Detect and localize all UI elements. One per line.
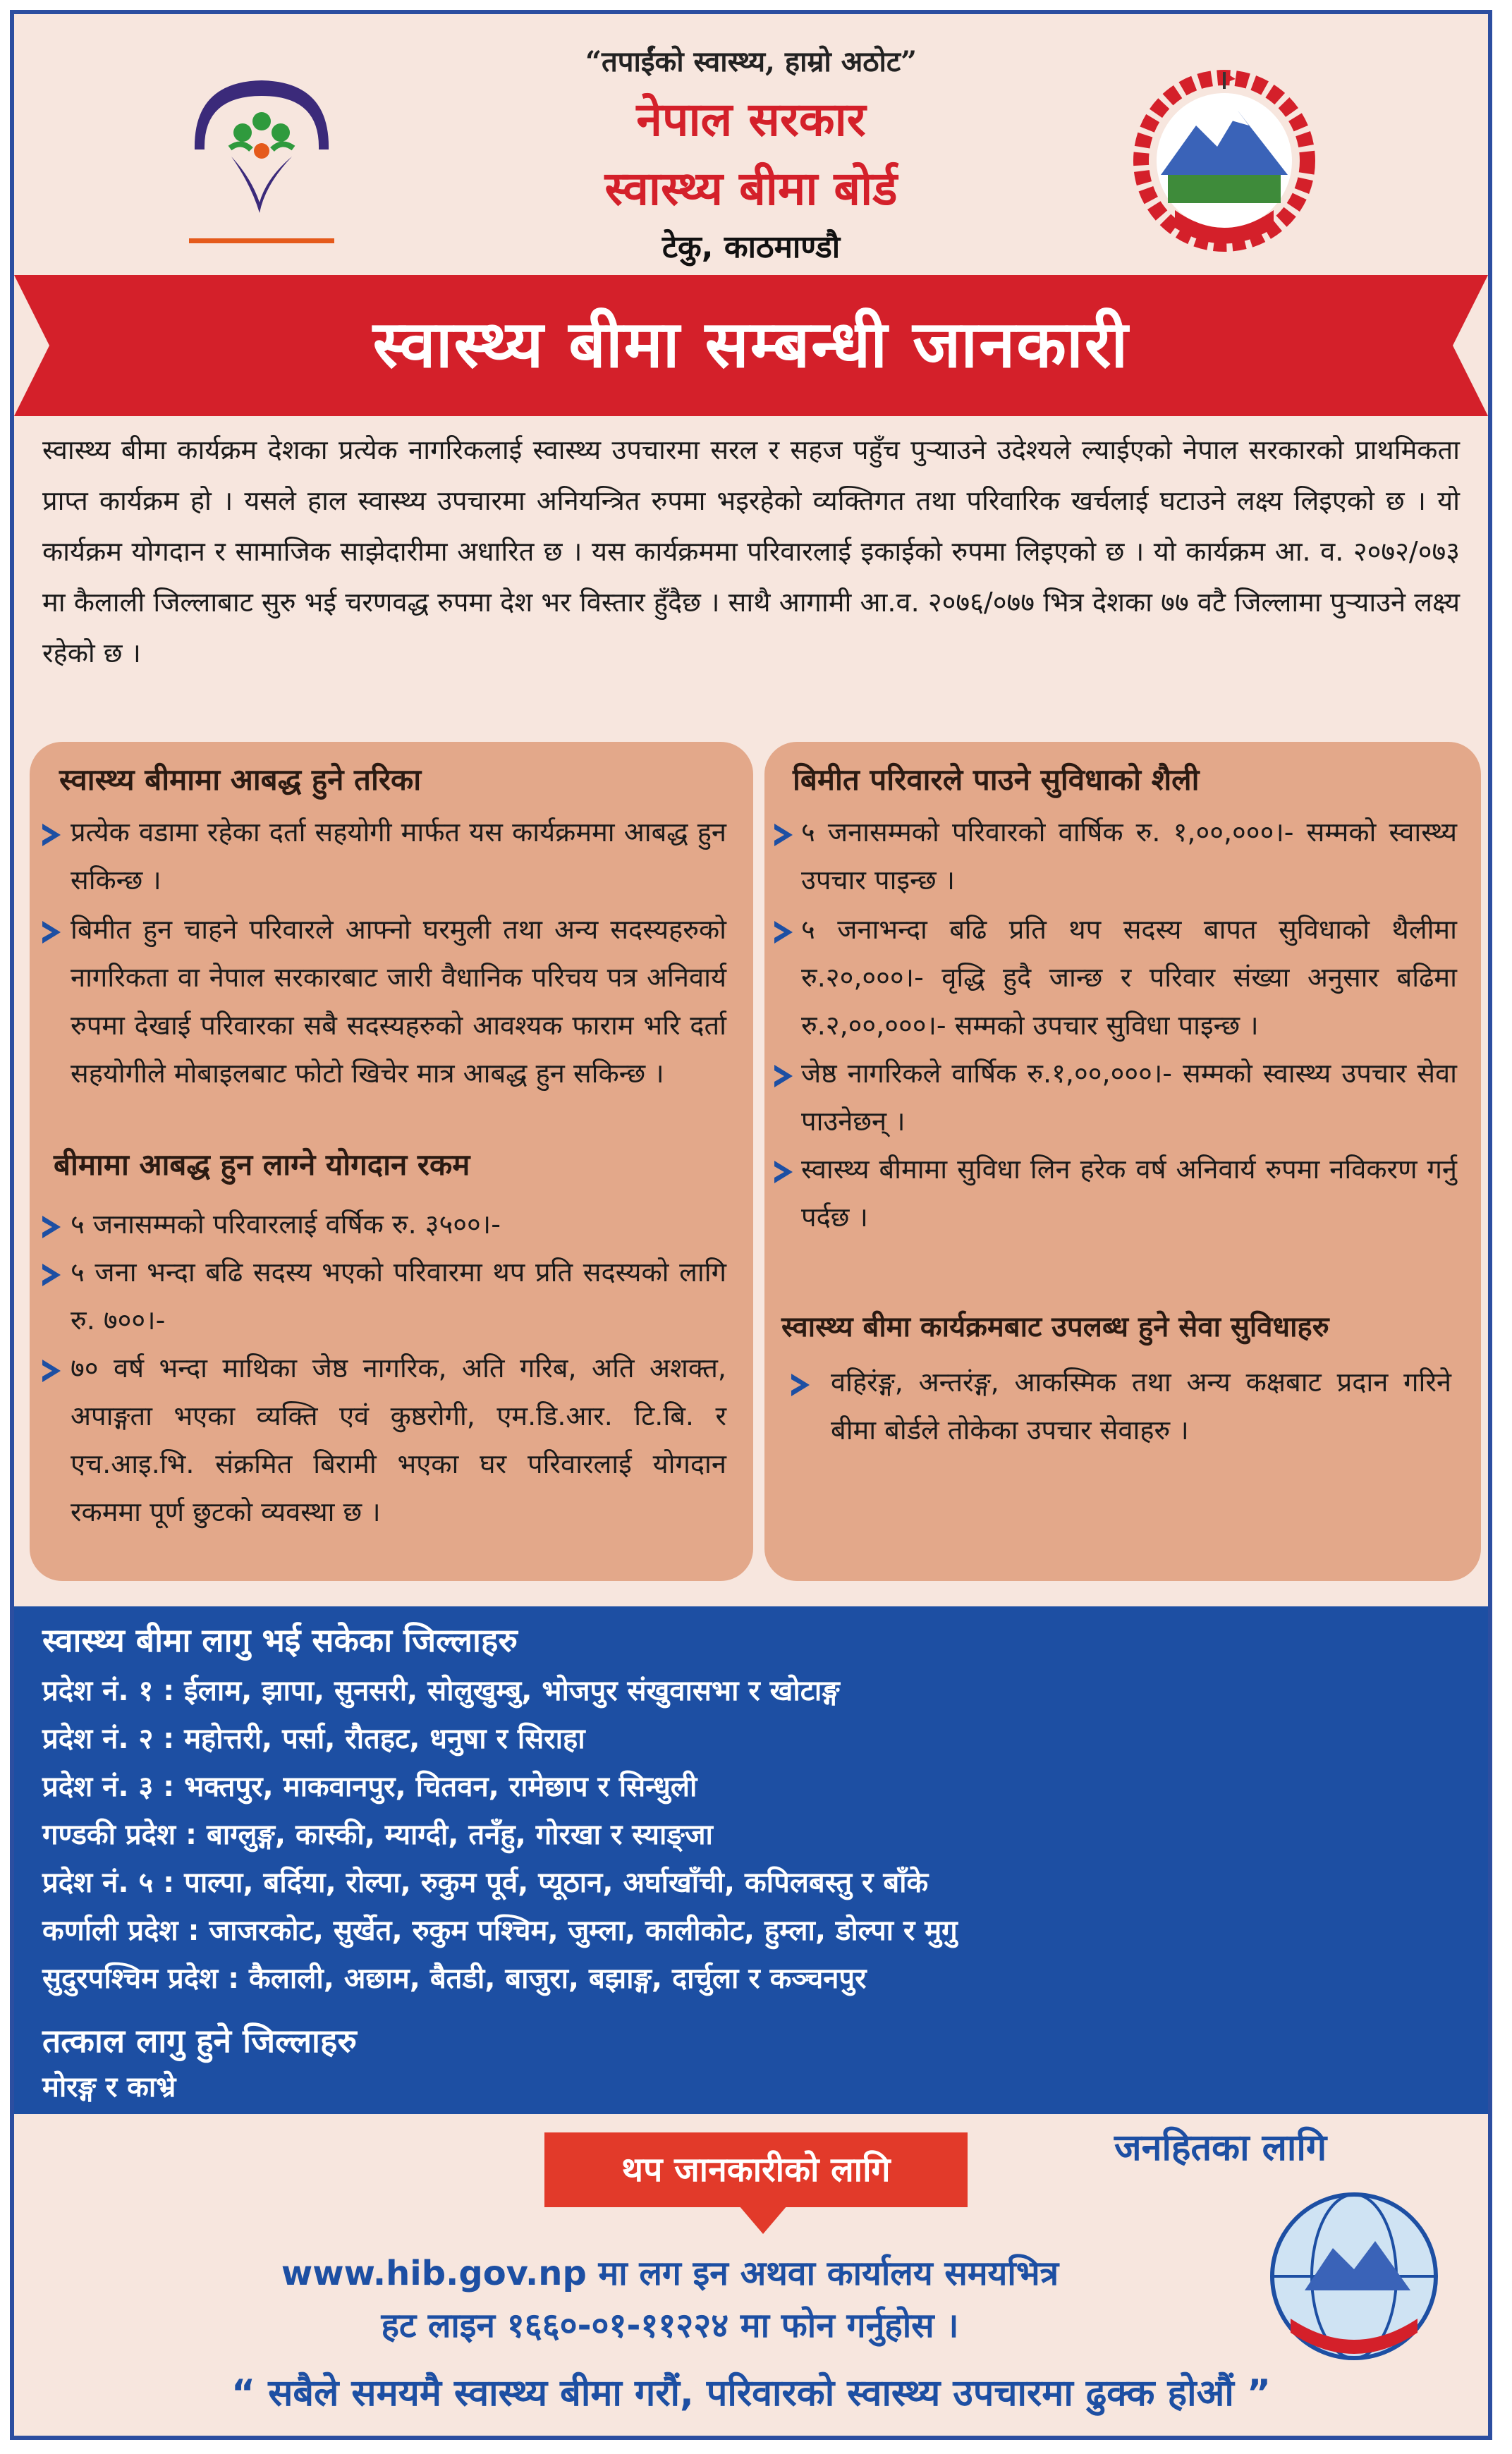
contact-line-1: www.hib.gov.np मा लग इन अथवा कार्यालय समयभित्र: [281, 2254, 1059, 2293]
immediate-districts: मोरङ्ग र काभ्रे: [42, 2071, 176, 2104]
motto: “तपाईंको स्वास्थ्य, हाम्रो अठोट”: [585, 45, 917, 78]
services-title: स्वास्थ्य बीमा कार्यक्रमबाट उपलब्ध हुने सेवा सुविधाहरु: [781, 1311, 1329, 1343]
benefit-item-2: ५ जनाभन्दा बढि प्रति थप सदस्य बापत सुविधाको थैलीमा रु.२०,०००।- वृद्धि हुदै जान्छ र परिवार संख्या अनुसार बढिमा रु.२,००,०००।- सम्मको उपचार सुविधा पाइन्छ ।: [801, 914, 1457, 1041]
districts-title: स्वास्थ्य बीमा लागु भई सकेका जिल्लाहरु: [42, 1621, 518, 1659]
enrollment-item-1: प्रत्येक वडामा रहेका दर्ता सहयोगी मार्फत यस कार्यक्रममा आबद्ध हुन सकिन्छ ।: [71, 817, 726, 896]
chevron-right-icon: [772, 918, 797, 946]
district-line: प्रदेश नं. १ : ईलाम, झापा, सुनसरी, सोलुखुम्बु, भोजपुर संखुवासभा र खोटाङ्ग: [42, 1675, 840, 1707]
public-interest-label: जनहितका लागि: [1114, 2127, 1327, 2169]
chevron-right-icon: [39, 821, 65, 849]
contribution-item-3: ७० वर्ष भन्दा माथिका जेष्ठ नागरिक, अति गरिब, अति अशक्त, अपाङ्गता भएका व्यक्ति एवं कुष्ठरोगी, एम.डि.आर. टि.बि. र एच.आइ.भि. संक्रमित बिरामी भएका घर परिवारलाई योगदान रकममा पूर्ण छुटको व्यवस्था छ ।: [71, 1353, 726, 1527]
district-line: प्रदेश नं. ५ : पाल्पा, बर्दिया, रोल्पा, रुकुम पूर्व, प्यूठान, अर्घाखाँची, कपिलबस्तु र बाँके: [42, 1867, 929, 1899]
slogan: “ सबैले समयमै स्वास्थ्य बीमा गरौं, परिवारको स्वास्थ्य उपचारमा ढुक्क होऔं ”: [231, 2372, 1272, 2415]
health-insurance-notice: [10, 10, 1492, 2440]
nepal-emblem: [1118, 69, 1330, 252]
board-name: स्वास्थ्य बीमा बोर्ड: [604, 161, 898, 216]
district-line: प्रदेश नं. ३ : भक्तपुर, माकवानपुर, चितवन, रामेछाप र सिन्धुली: [42, 1771, 697, 1803]
districts-section: [14, 1606, 1488, 2114]
more-info-label: थप जानकारीको लागि: [544, 2132, 968, 2207]
benefit-item-3: जेष्ठ नागरिकले वार्षिक रु.१,००,०००।- सम्मको स्वास्थ्य उपचार सेवा पाउनेछन् ।: [801, 1058, 1457, 1137]
more-info-pointer: [739, 2206, 787, 2234]
contribution-title: बीमामा आबद्ध हुन लाग्ने योगदान रकम: [54, 1147, 470, 1182]
intro-paragraph: स्वास्थ्य बीमा कार्यक्रम देशका प्रत्येक नागरिकलाई स्वास्थ्य उपचारमा सरल र सहज पहुँच पुऱ्याउने उदेश्यले ल्याईएको नेपाल सरकारको प्राथमिकता प्राप्त कार्यक्रम हो । यसले हाल स्वास्थ्य उपचारमा अनियन्त्रित रुपमा भइरहेको व्यक्तिगत तथा परिवारिक खर्चलाई घटाउने लक्ष्य लिइएको छ । यो कार्यक्रम योगदान र सामाजिक साझेदारीमा अधारित छ । यस कार्यक्रममा परिवारलाई इकाईको रुपमा लिइएको छ । यो कार्यक्रम आ. व. २०७२/०७३ मा कैलाली जिल्लाबाट सुरु भई चरणवद्ध रुपमा देश भर विस्तार हुँदैछ । साथै आगामी आ.व. २०७६/०७७ भित्र देशका ७७ वटै जिल्लामा पुऱ्याउने लक्ष्य रहेको छ ।: [42, 434, 1460, 669]
enrollment-item-2: बिमीत हुन चाहने परिवारले आफ्नो घरमुली तथा अन्य सदस्यहरुको नागरिकता वा नेपाल सरकारबाट जारी वैधानिक परिचय पत्र अनिवार्य रुपमा देखाई परिवारका सबै सदस्यहरुको आवश्यक फाराम भरि दर्ता सहयोगीले मोबाइलबाट फोटो खिचेर मात्र आबद्ध हुन सकिन्छ ।: [71, 914, 726, 1089]
chevron-right-icon: [39, 918, 65, 946]
contribution-item-1: ५ जनासम्मको परिवारलाई वर्षिक रु. ३५००।-: [71, 1209, 501, 1240]
enrollment-box: [30, 742, 753, 1581]
government-name: नेपाल सरकार: [636, 92, 866, 147]
chevron-right-icon: [39, 1261, 65, 1289]
immediate-districts-title: तत्काल लागु हुने जिल्लाहरु: [42, 2022, 357, 2060]
district-line: प्रदेश नं. २ : महोत्तरी, पर्सा, रौतहट, धनुषा र सिराहा: [42, 1723, 585, 1755]
benefits-title: बिमीत परिवारले पाउने सुविधाको शैली: [793, 762, 1200, 797]
chevron-right-icon: [772, 1062, 797, 1090]
chevron-right-icon: [772, 821, 797, 849]
board-address: टेकु, काठमाण्डौ: [662, 229, 841, 265]
district-line: सुदुरपश्चिम प्रदेश : कैलाली, अछाम, बैतडी, बाजुरा, बझाङ्ग, दार्चुला र कञ्चनपुर: [42, 1962, 867, 1995]
district-line: गण्डकी प्रदेश : बाग्लुङ्ग, कास्की, म्याग्दी, तनँहु, गोरखा र स्याङ्जा: [42, 1819, 713, 1851]
chevron-right-icon: [39, 1357, 65, 1385]
banner-title: स्वास्थ्य बीमा सम्बन्धी जानकारी: [372, 307, 1130, 382]
hotline-line: हट लाइन १६६०-०१-११२२४ मा फोन गर्नुहोस ।: [381, 2306, 959, 2345]
chevron-right-icon: [788, 1371, 814, 1399]
chevron-right-icon: [39, 1213, 65, 1241]
benefit-item-4: स्वास्थ्य बीमामा सुविधा लिन हरेक वर्ष अनिवार्य रुपमा नविकरण गर्नु पर्दछ ।: [801, 1154, 1457, 1233]
public-interest-globe-logo: [1262, 2185, 1446, 2368]
contribution-item-2: ५ जना भन्दा बढि सदस्य भएको परिवारमा थप प्रति सदस्यको लागि रु. ७००।-: [71, 1257, 726, 1336]
benefits-box: [764, 742, 1481, 1581]
district-line: कर्णाली प्रदेश : जाजरकोट, सुर्खेत, रुकुम पश्चिम, जुम्ला, कालीकोट, हुम्ला, डोल्पा र मुगु: [42, 1915, 958, 1947]
enrollment-title: स्वास्थ्य बीमामा आबद्ध हुने तरिका: [59, 762, 422, 797]
chevron-right-icon: [772, 1158, 797, 1186]
service-item-1: वहिरंङ्ग, अन्तरंङ्ग, आकस्मिक तथा अन्य कक्षबाट प्रदान गरिने बीमा बोर्डले तोकेका उपचार सेवाहरु ।: [831, 1367, 1451, 1446]
benefit-item-1: ५ जनासम्मको परिवारको वार्षिक रु. १,००,०००।- सम्मको स्वास्थ्य उपचार पाइन्छ ।: [801, 817, 1457, 896]
